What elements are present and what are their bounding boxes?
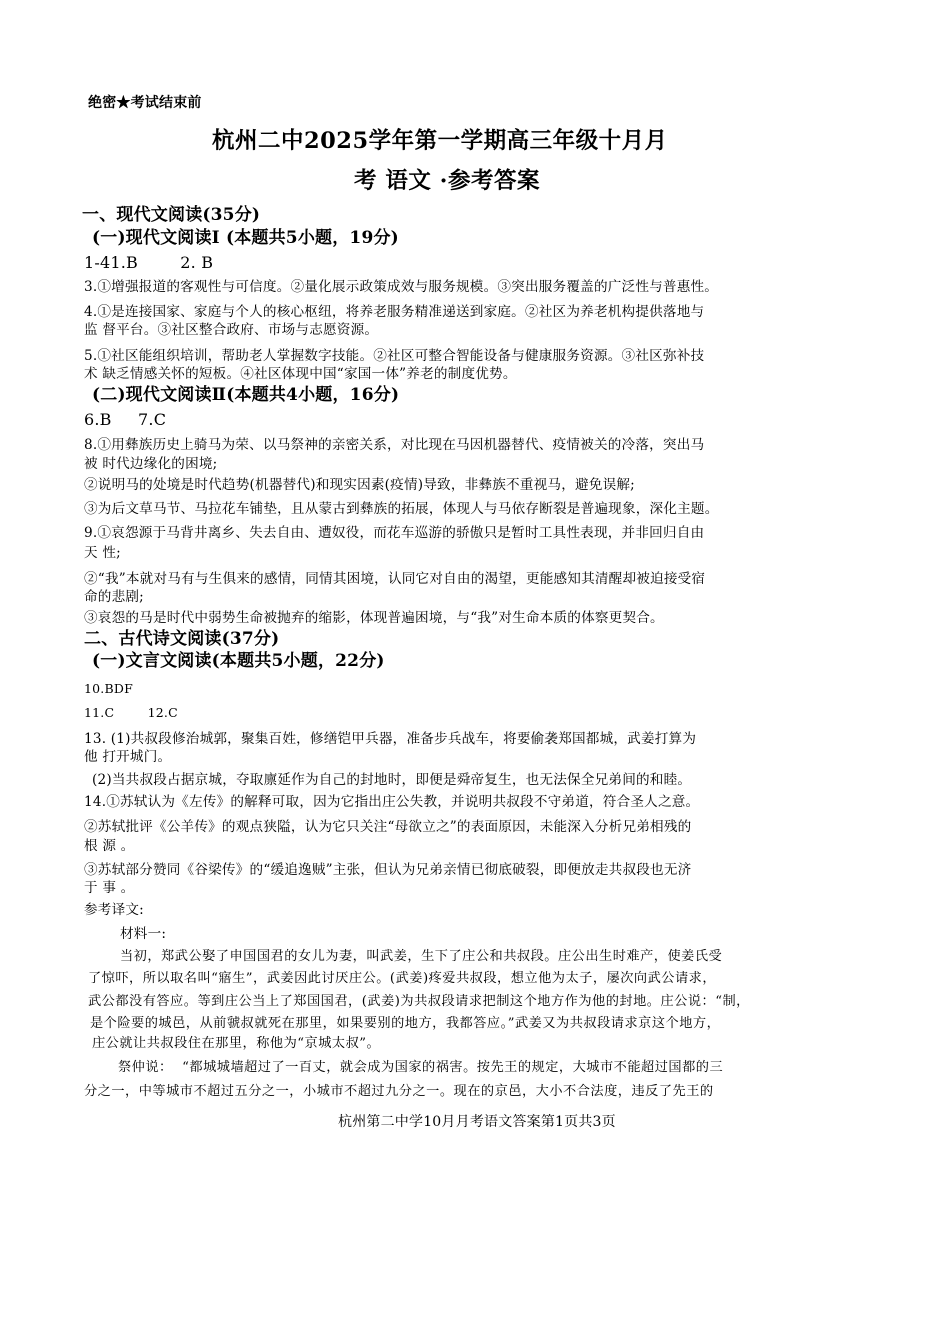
answer-q8-line3: ②说明马的处境是时代趋势(机器替代)和现实因素(疫情)导致，非彝族不重视马，避免误解; (84, 477, 635, 493)
section2-heading: 二、古代诗文阅读(37分) (84, 629, 280, 649)
document-title-line2: 考 语文 ·参考答案 (354, 168, 541, 194)
answers-6-7: 6.B 7.C (84, 410, 167, 429)
answer-q14-line5: 于 事 。 (84, 880, 135, 896)
translation-line5: 庄公就让共叔段住在那里，称他为“京城太叔”。 (92, 1036, 381, 1051)
answer-q9-line3: ②“我”本就对马有与生俱来的感情，同情其困境，认同它对自由的渴望，更能感知其清醒却被迫接受宿 (84, 571, 706, 587)
translation-line7: 分之一，中等城市不超过五分之一，小城市不超过九分之一。现在的京邑，大小不合法度，违反了先王的 (84, 1084, 714, 1099)
answer-q8-line2: 被 时代边缘化的困境; (84, 456, 218, 472)
translation-line4: 是个险要的城邑，从前虢叔就死在那里，如果要别的地方，我都答应。”武姜又为共叔段请求京这个地方， (90, 1016, 721, 1031)
answer-q14-line4: ③苏轼部分赞同《谷梁传》的“缓追逸贼”主张，但认为兄弟亲情已彻底破裂，即便放走共叔段也无济 (84, 862, 692, 878)
answer-q9-line5: ③哀怨的马是时代中弱势生命被抛弃的缩影，体现普遍困境，与“我”对生命本质的体察更契合。 (84, 610, 664, 626)
answer-q4-line2: 监 督平台。③社区整合政府、市场与志愿资源。 (84, 322, 379, 338)
translation-line3: 武公都没有答应。等到庄公当上了郑国国君，(武姜)为共叔段请求把制这个地方作为他的封地。庄公说：“制， (88, 994, 750, 1009)
section1-part1-heading: (一)现代文阅读Ⅰ (本题共5小题，19分) (92, 228, 399, 248)
translation-line6: 祭仲说： “都城城墙超过了一百丈，就会成为国家的祸害。按先王的规定，大城市不能超过国都的三 (118, 1060, 724, 1075)
answer-q14-line1: 14.①苏轼认为《左传》的解释可取，因为它指出庄公失教，并说明共叔段不守弟道，符合圣人之意。 (84, 794, 700, 810)
translation-line1: 当初，郑武公娶了申国国君的女儿为妻，叫武姜，生下了庄公和共叔段。庄公出生时难产，使姜氏受 (120, 949, 723, 964)
answer-q8-line1: 8.①用彝族历史上骑马为荣、以马祭神的亲密关系，对比现在马因机器替代、疫情被关的冷落，突出马 (84, 437, 705, 453)
answer-q5-line1: 5.①社区能组织培训，帮助老人掌握数字技能。②社区可整合智能设备与健康服务资源。③社区弥补技 (84, 348, 705, 364)
section1-part2-heading: (二)现代文阅读Ⅱ(本题共4小题，16分) (92, 385, 400, 405)
answer-q9-line1: 9.①哀怨源于马背井离乡、失去自由、遭奴役，而花车巡游的骄傲只是暂时工具性表现，并非回归自由 (84, 525, 705, 541)
document-title-line1: 杭州二中2025学年第一学期高三年级十月月 (212, 128, 668, 154)
answer-q13-line2: 他 打开城门。 (84, 749, 172, 765)
answer-q13-line3: (2)当共叔段占据京城，夺取廪延作为自己的封地时，即便是舜帝复生，也无法保全兄弟间的和睦。 (92, 772, 692, 788)
answer-q3: 3.①增强报道的客观性与可信度。②量化展示政策成效与服务规模。③突出服务覆盖的广泛性与普惠性。 (84, 279, 719, 295)
answer-q14-line2: ②苏轼批评《公羊传》的观点狭隘，认为它只关注“母欲立之”的表面原因，未能深入分析兄弟相残的 (84, 819, 692, 835)
page-footer: 杭州第二中学10月月考语文答案第1页共3页 (338, 1114, 616, 1130)
section2-part1-heading: (一)文言文阅读(本题共5小题，22分) (92, 651, 385, 671)
confidential-mark: 绝密★考试结束前 (88, 95, 202, 111)
section1-heading: 一、现代文阅读(35分) (82, 205, 261, 225)
answer-q13-line1: 13. (1)共叔段修治城郭，聚集百姓，修缮铠甲兵器，准备步兵战车，将要偷袭郑国都城，武姜打算为 (84, 731, 697, 747)
answer-q8-line4: ③为后文草马节、马拉花车铺垫，且从蒙古到彝族的拓展，体现人与马依存断裂是普遍现象，深化主题。 (84, 501, 719, 517)
answer-q14-line3: 根 源 。 (84, 838, 135, 854)
reference-translation-label: 参考译文: (84, 902, 144, 918)
answer-q5-line2: 术 缺乏情感关怀的短板。④社区体现中国“家国一体”养老的制度优势。 (84, 366, 517, 382)
translation-line2: 了惊吓，所以取名叫“寤生”，武姜因此讨厌庄公。(武姜)疼爱共叔段，想立他为太子，屡次向武公请求， (88, 971, 717, 986)
answers-1-2: 1-41.B 2. B (84, 253, 214, 272)
answer-q10: 10.BDF (84, 681, 133, 696)
answer-q4-line1: 4.①是连接国家、家庭与个人的核心枢纽，将养老服务精准递送到家庭。②社区为养老机构提供落地与 (84, 304, 705, 320)
answers-11-12: 11.C 12.C (84, 705, 178, 720)
answer-q9-line2: 天 性; (84, 545, 121, 561)
answer-q9-line4: 命的悲剧; (84, 589, 144, 605)
material1-label: 材料一: (120, 926, 167, 942)
